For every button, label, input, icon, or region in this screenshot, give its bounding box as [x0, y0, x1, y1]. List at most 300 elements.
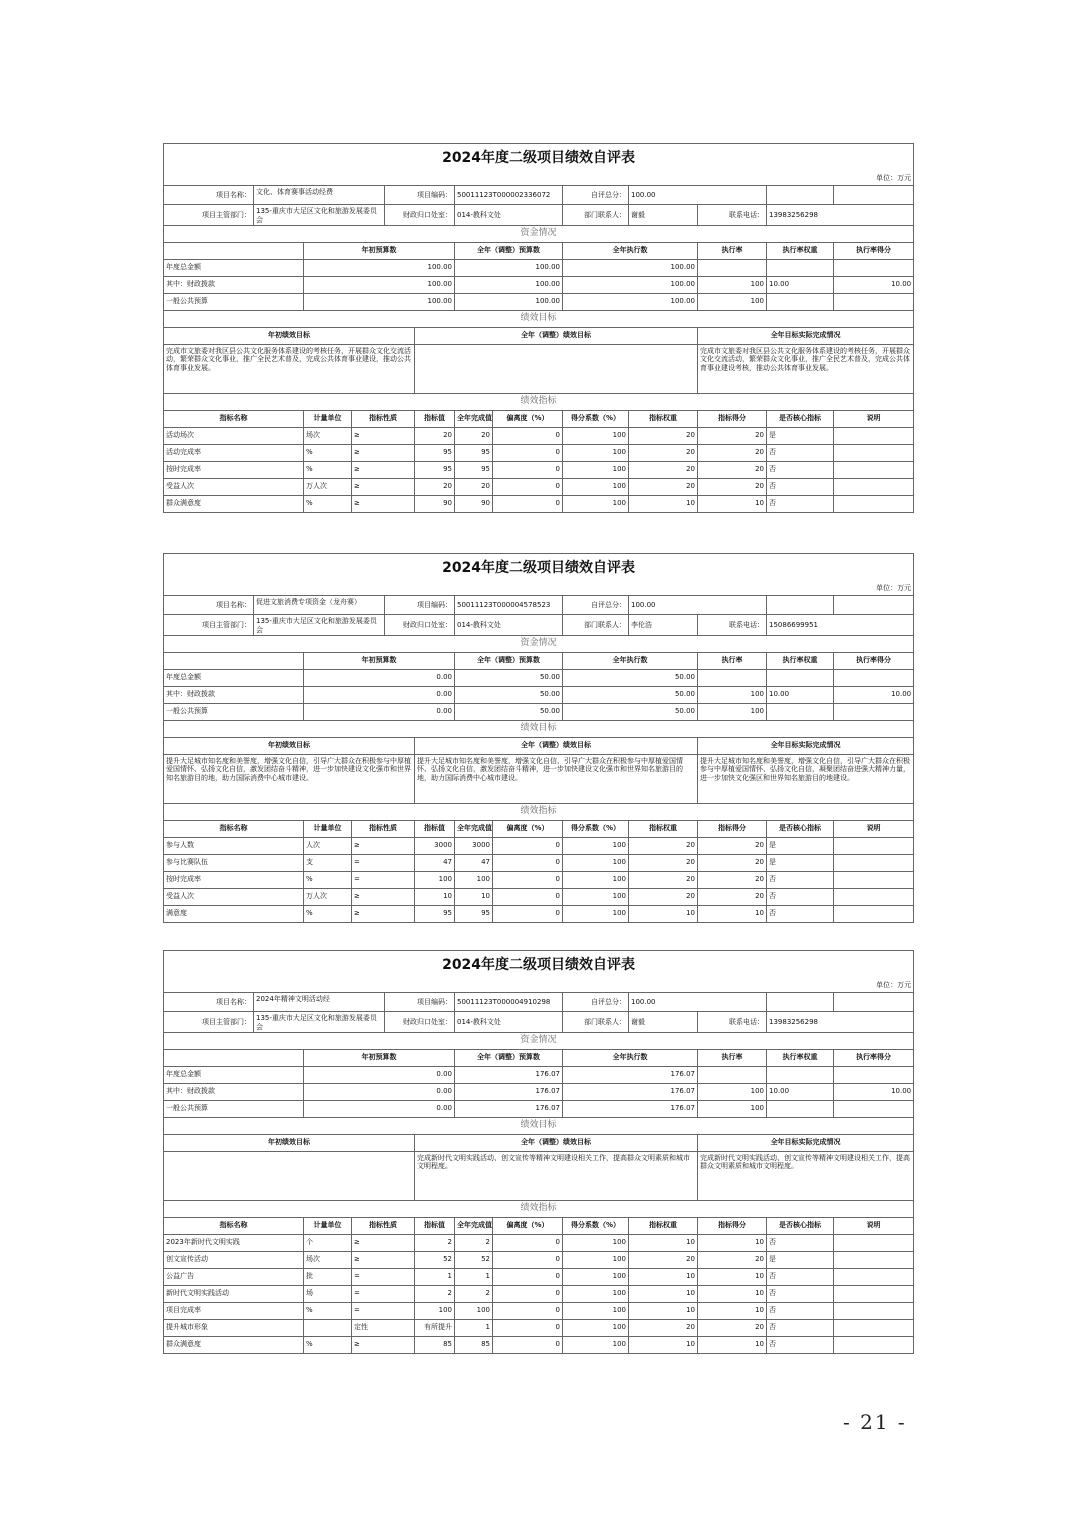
indicator-name: 群众满意度 — [164, 495, 304, 512]
finance-office-label: 财政归口处室： — [385, 1012, 455, 1033]
fund-header: 年初预算数 — [304, 1049, 455, 1066]
indicator-cell: 0 — [493, 478, 563, 495]
fund-row — [164, 686, 914, 703]
indicator-cell: 20 — [629, 871, 698, 888]
contact-value: 谢毅 — [629, 1012, 698, 1033]
indicator-cell: 0 — [493, 1302, 563, 1319]
fund-cell — [834, 259, 914, 276]
indicator-header: 是否核心指标 — [767, 1217, 834, 1234]
indicator-cell: ≥ — [352, 478, 415, 495]
indicator-cell: ≥ — [352, 837, 415, 854]
total-score-label: 自评总分： — [563, 186, 629, 205]
indicator-cell: 10 — [698, 1302, 767, 1319]
indicator-cell: 否 — [767, 888, 834, 905]
indicator-header: 指标性质 — [352, 820, 415, 837]
fund-cell: 100 — [698, 276, 767, 293]
indicator-cell: ≥ — [352, 1234, 415, 1251]
fund-cell — [767, 293, 834, 310]
indicator-header: 指标得分 — [698, 410, 767, 427]
indicator-name: 公益广告 — [164, 1268, 304, 1285]
section-indicators: 绩效指标 — [164, 803, 914, 820]
indicator-cell: 52 — [415, 1251, 455, 1268]
section-goals: 绩效目标 — [164, 1117, 914, 1134]
project-code-value: 50011123T000004910298 — [455, 993, 563, 1012]
indicator-cell: ≥ — [352, 427, 415, 444]
indicator-row — [164, 871, 914, 888]
project-code-label: 项目编码： — [385, 993, 455, 1012]
indicator-cell: 0 — [493, 1285, 563, 1302]
fund-cell: 100.00 — [304, 276, 455, 293]
indicator-cell: 20 — [629, 478, 698, 495]
fund-cell: 100.00 — [455, 276, 563, 293]
fund-cell: 10.00 — [834, 686, 914, 703]
indicator-cell: 0 — [493, 495, 563, 512]
indicator-cell — [304, 1319, 352, 1336]
indicator-cell: 100 — [563, 1319, 629, 1336]
indicator-header: 指标得分 — [698, 820, 767, 837]
indicator-header: 得分系数（%） — [563, 410, 629, 427]
indicator-cell: 10 — [629, 495, 698, 512]
indicator-cell: 2 — [415, 1285, 455, 1302]
indicator-cell: 否 — [767, 461, 834, 478]
indicator-cell: 否 — [767, 1268, 834, 1285]
indicator-name: 按时完成率 — [164, 871, 304, 888]
fund-cell — [767, 1066, 834, 1083]
indicator-row — [164, 888, 914, 905]
total-score-value: 100.00 — [629, 596, 767, 615]
indicator-name: 提升城市形象 — [164, 1319, 304, 1336]
finance-office-value: 014-教科文处 — [455, 1012, 563, 1033]
indicator-cell: 100 — [563, 1336, 629, 1353]
indicator-header: 指标名称 — [164, 410, 304, 427]
indicator-header: 是否核心指标 — [767, 820, 834, 837]
indicator-cell — [834, 495, 914, 512]
indicator-cell: 100 — [563, 854, 629, 871]
indicator-header: 指标性质 — [352, 410, 415, 427]
indicator-cell: 批 — [304, 1268, 352, 1285]
indicator-cell — [834, 854, 914, 871]
fund-row — [164, 276, 914, 293]
form-2 — [163, 553, 913, 923]
goal-header: 年初绩效目标 — [164, 737, 415, 754]
fund-cell: 10.00 — [834, 276, 914, 293]
section-indicators: 绩效指标 — [164, 393, 914, 410]
indicator-name: 参与人数 — [164, 837, 304, 854]
project-code-label: 项目编码： — [385, 186, 455, 205]
fund-cell: 0.00 — [304, 703, 455, 720]
fund-cell — [834, 1066, 914, 1083]
goal-adjusted: 提升大足城市知名度和美誉度，增强文化自信，引导广大群众在积极参与中厚植爱国情怀、弘扬文化自信，激发团结奋斗精神，进一步加快建设文化强市和世界知名旅游目的地，助力国际消费中心城市建设。 — [415, 754, 698, 803]
project-code-label: 项目编码： — [385, 596, 455, 615]
indicator-cell: 2 — [415, 1234, 455, 1251]
indicator-cell: 是 — [767, 427, 834, 444]
indicator-row — [164, 1302, 914, 1319]
indicator-cell — [834, 1302, 914, 1319]
fund-cell: 50.00 — [455, 669, 563, 686]
indicator-cell: 0 — [493, 837, 563, 854]
indicator-row — [164, 1251, 914, 1268]
indicator-header: 指标值 — [415, 410, 455, 427]
indicator-cell: 1 — [455, 1319, 493, 1336]
goal-initial: 完成市文旅委对我区县公共文化服务体系建设的考核任务，开展群众文化交流活动，繁荣群众文化事业，推广全民艺术普及，完成公共体育事业建设，推动公共体育事业发展。 — [164, 344, 415, 393]
indicator-cell: 否 — [767, 495, 834, 512]
contact-label: 部门联系人： — [563, 1012, 629, 1033]
indicator-cell: 95 — [415, 461, 455, 478]
indicator-cell: 10 — [698, 1268, 767, 1285]
indicator-cell: 有所提升 — [415, 1319, 455, 1336]
fund-cell — [767, 669, 834, 686]
section-funds: 资金情况 — [164, 1032, 914, 1049]
indicator-cell: 0 — [493, 427, 563, 444]
indicator-header: 全年完成值 — [455, 1217, 493, 1234]
indicator-cell: 100 — [455, 871, 493, 888]
indicator-cell: 95 — [455, 461, 493, 478]
total-score-value: 100.00 — [629, 186, 767, 205]
indicator-cell: 个 — [304, 1234, 352, 1251]
performance-table — [163, 950, 914, 1354]
fund-cell: 100.00 — [563, 276, 698, 293]
finance-office-label: 财政归口处室： — [385, 615, 455, 636]
fund-header: 全年（调整）预算数 — [455, 652, 563, 669]
page-number: - 21 - — [843, 1410, 907, 1434]
indicator-cell: 0 — [493, 1268, 563, 1285]
total-score-label: 自评总分： — [563, 993, 629, 1012]
indicator-cell: 是 — [767, 837, 834, 854]
indicator-cell: ≥ — [352, 1251, 415, 1268]
contact-value: 谢毅 — [629, 205, 698, 226]
fund-cell: 100.00 — [563, 259, 698, 276]
total-score-label: 自评总分： — [563, 596, 629, 615]
indicator-cell: = — [352, 1268, 415, 1285]
indicator-cell — [834, 1251, 914, 1268]
indicator-cell: 0 — [493, 871, 563, 888]
indicator-cell: 20 — [629, 888, 698, 905]
fund-row — [164, 703, 914, 720]
fund-cell: 100.00 — [455, 259, 563, 276]
fund-cell: 100 — [698, 686, 767, 703]
indicator-header: 得分系数（%） — [563, 1217, 629, 1234]
finance-office-label: 财政归口处室： — [385, 205, 455, 226]
fund-cell: 50.00 — [455, 703, 563, 720]
fund-header: 执行率权重 — [767, 242, 834, 259]
indicator-cell: 20 — [698, 478, 767, 495]
indicator-cell: 否 — [767, 444, 834, 461]
indicator-cell: 100 — [563, 1302, 629, 1319]
indicator-header: 计量单位 — [304, 410, 352, 427]
indicator-cell: 1 — [455, 1268, 493, 1285]
fund-header: 执行率权重 — [767, 652, 834, 669]
indicator-cell: 20 — [629, 461, 698, 478]
indicator-header: 计量单位 — [304, 820, 352, 837]
project-name-label: 项目名称： — [164, 596, 254, 615]
goal-header: 全年（调整）绩效目标 — [415, 327, 698, 344]
indicator-cell: 100 — [563, 495, 629, 512]
indicator-header: 计量单位 — [304, 1217, 352, 1234]
indicator-name: 参与比赛队伍 — [164, 854, 304, 871]
performance-table — [163, 553, 914, 923]
dept-label: 项目主管部门： — [164, 205, 254, 226]
fund-cell: 50.00 — [563, 669, 698, 686]
finance-office-value: 014-教科文处 — [455, 615, 563, 636]
indicator-cell: 20 — [698, 837, 767, 854]
indicator-row — [164, 1285, 914, 1302]
fund-cell: 176.07 — [455, 1100, 563, 1117]
fund-cell: 10.00 — [767, 686, 834, 703]
indicator-header: 指标名称 — [164, 1217, 304, 1234]
indicator-cell: 0 — [493, 854, 563, 871]
indicator-cell: 0 — [493, 905, 563, 922]
indicator-cell: 2 — [455, 1234, 493, 1251]
dept-value: 135-重庆市大足区文化和旅游发展委员会 — [254, 615, 385, 636]
goal-initial: 提升大足城市知名度和美誉度，增强文化自信，引导广大群众在积极参与中厚植爱国情怀、弘扬文化自信，激发团结奋斗精神，进一步加快建设文化强市和世界知名旅游目的地，助力国际消费中心城市建设。 — [164, 754, 415, 803]
performance-table — [163, 143, 914, 513]
dept-value: 135-重庆市大足区文化和旅游发展委员会 — [254, 205, 385, 226]
fund-cell — [834, 1100, 914, 1117]
indicator-header-row — [164, 1217, 914, 1234]
fund-cell — [767, 703, 834, 720]
fund-cell: 0.00 — [304, 1083, 455, 1100]
indicator-cell: ≥ — [352, 1336, 415, 1353]
indicator-cell: 0 — [493, 1336, 563, 1353]
indicator-cell: 场次 — [304, 427, 352, 444]
indicator-cell: 0 — [493, 1319, 563, 1336]
project-code-value: 50011123T000002336072 — [455, 186, 563, 205]
fund-header: 执行率 — [698, 1049, 767, 1066]
fund-header: 全年（调整）预算数 — [455, 1049, 563, 1066]
indicator-cell: 2 — [455, 1285, 493, 1302]
fund-cell: 50.00 — [563, 686, 698, 703]
indicator-cell: 0 — [493, 444, 563, 461]
fund-cell: 10.00 — [767, 1083, 834, 1100]
indicator-cell: 3000 — [455, 837, 493, 854]
indicator-row — [164, 495, 914, 512]
fund-row — [164, 259, 914, 276]
indicator-cell: 20 — [629, 1319, 698, 1336]
indicator-cell: 100 — [563, 427, 629, 444]
indicator-cell: 10 — [629, 1285, 698, 1302]
contact-label: 部门联系人： — [563, 615, 629, 636]
indicator-cell: 95 — [455, 905, 493, 922]
fund-row-label: 一般公共预算 — [164, 703, 304, 720]
unit-label: 单位：万元 — [164, 172, 914, 186]
goal-actual: 完成市文旅委对我区县公共文化服务体系建设的考核任务，开展群众文化交流活动，繁荣群众文化事业，推广全民艺术普及，完成公共体育事业建设考核，推动公共体育事业发展。 — [698, 344, 914, 393]
phone-label: 联系电话： — [698, 205, 767, 226]
fund-cell: 176.07 — [455, 1066, 563, 1083]
fund-row-label: 一般公共预算 — [164, 293, 304, 310]
indicator-cell: 20 — [698, 1251, 767, 1268]
indicator-cell: 10 — [455, 888, 493, 905]
indicator-cell: 否 — [767, 1302, 834, 1319]
indicator-cell: = — [352, 1302, 415, 1319]
indicator-cell: = — [352, 854, 415, 871]
indicator-cell: 100 — [563, 461, 629, 478]
indicator-cell: 100 — [563, 837, 629, 854]
indicator-cell: 20 — [698, 1319, 767, 1336]
contact-label: 部门联系人： — [563, 205, 629, 226]
indicator-row — [164, 1336, 914, 1353]
indicator-cell: 100 — [563, 1268, 629, 1285]
indicator-header: 说明 — [834, 1217, 914, 1234]
indicator-cell: 95 — [415, 905, 455, 922]
form-3 — [163, 950, 913, 1354]
fund-row — [164, 1083, 914, 1100]
indicator-cell: 20 — [415, 427, 455, 444]
indicator-header-row — [164, 410, 914, 427]
dept-label: 项目主管部门： — [164, 615, 254, 636]
unit-label: 单位：万元 — [164, 979, 914, 993]
indicator-cell: 47 — [455, 854, 493, 871]
indicator-cell: 100 — [415, 1302, 455, 1319]
indicator-cell: 100 — [455, 1302, 493, 1319]
fund-cell — [834, 703, 914, 720]
indicator-cell: 85 — [455, 1336, 493, 1353]
indicator-cell: 否 — [767, 1234, 834, 1251]
indicator-cell: 95 — [415, 444, 455, 461]
fund-header: 全年执行数 — [563, 242, 698, 259]
form-title: 2024年度二级项目绩效自评表 — [164, 554, 914, 583]
indicator-cell: 10 — [629, 1302, 698, 1319]
goal-actual: 完成新时代文明实践活动、创文宣传等精神文明建设相关工作，提高群众文明素质和城市文明程度。 — [698, 1151, 914, 1200]
indicator-cell: % — [304, 461, 352, 478]
fund-header: 执行率 — [698, 242, 767, 259]
fund-cell: 10.00 — [834, 1083, 914, 1100]
indicator-cell: 0 — [493, 461, 563, 478]
fund-cell — [698, 259, 767, 276]
fund-header: 全年（调整）预算数 — [455, 242, 563, 259]
indicator-name: 受益人次 — [164, 888, 304, 905]
goal-header: 年初绩效目标 — [164, 327, 415, 344]
indicator-cell: = — [352, 1285, 415, 1302]
indicator-cell — [834, 888, 914, 905]
indicator-cell — [834, 905, 914, 922]
indicator-cell: 3000 — [415, 837, 455, 854]
indicator-row — [164, 905, 914, 922]
project-name-label: 项目名称： — [164, 186, 254, 205]
indicator-cell: ≥ — [352, 905, 415, 922]
indicator-cell: ≥ — [352, 888, 415, 905]
indicator-header: 偏离度（%） — [493, 410, 563, 427]
indicator-cell: 10 — [698, 1336, 767, 1353]
indicator-cell: 0 — [493, 1234, 563, 1251]
indicator-cell: 100 — [563, 444, 629, 461]
goal-adjusted — [415, 344, 698, 393]
indicator-header: 指标名称 — [164, 820, 304, 837]
indicator-name: 受益人次 — [164, 478, 304, 495]
indicator-header: 指标权重 — [629, 820, 698, 837]
indicator-header: 说明 — [834, 820, 914, 837]
project-name-value: 促进文旅消费专项资金（龙舟赛） — [254, 596, 385, 615]
indicator-cell: 85 — [415, 1336, 455, 1353]
indicator-row — [164, 478, 914, 495]
fund-row-label: 年度总金额 — [164, 259, 304, 276]
indicator-cell: ≥ — [352, 444, 415, 461]
indicator-row — [164, 1319, 914, 1336]
indicator-cell: 0 — [493, 888, 563, 905]
indicator-name: 群众满意度 — [164, 1336, 304, 1353]
indicator-cell: 20 — [455, 478, 493, 495]
fund-header: 执行率得分 — [834, 242, 914, 259]
section-indicators: 绩效指标 — [164, 1200, 914, 1217]
indicator-cell: ≥ — [352, 461, 415, 478]
fund-cell — [698, 1066, 767, 1083]
indicator-name: 新时代文明实践活动 — [164, 1285, 304, 1302]
fund-cell: 100 — [698, 1083, 767, 1100]
indicator-cell: 100 — [563, 905, 629, 922]
goal-header: 全年目标实际完成情况 — [698, 1134, 914, 1151]
indicator-name: 活动完成率 — [164, 444, 304, 461]
indicator-row — [164, 444, 914, 461]
indicator-cell: 否 — [767, 1285, 834, 1302]
indicator-cell — [834, 1268, 914, 1285]
fund-cell: 0.00 — [304, 1100, 455, 1117]
fund-cell: 0.00 — [304, 1066, 455, 1083]
indicator-cell: 20 — [698, 888, 767, 905]
indicator-header: 说明 — [834, 410, 914, 427]
form-title: 2024年度二级项目绩效自评表 — [164, 144, 914, 173]
indicator-header: 全年完成值 — [455, 820, 493, 837]
indicator-cell: 20 — [629, 444, 698, 461]
indicator-cell: 支 — [304, 854, 352, 871]
project-name-value: 文化、体育赛事活动经费 — [254, 186, 385, 205]
indicator-cell: 10 — [698, 1285, 767, 1302]
indicator-cell: 100 — [415, 871, 455, 888]
indicator-cell: 100 — [563, 1234, 629, 1251]
indicator-cell: % — [304, 905, 352, 922]
indicator-cell: 1 — [415, 1268, 455, 1285]
form-1 — [163, 143, 913, 513]
unit-label: 单位：万元 — [164, 582, 914, 596]
fund-cell: 50.00 — [563, 703, 698, 720]
goal-actual: 提升大足城市知名度和美誉度，增强文化自信，引导广大群众在积极参与中厚植爱国情怀、弘扬文化自信，凝聚团结奋进强大精神力量，进一步加快文化强区和世界知名旅游目的地建设。 — [698, 754, 914, 803]
indicator-cell: 10 — [629, 1336, 698, 1353]
project-name-value: 2024年精神文明活动经 — [254, 993, 385, 1012]
fund-header: 全年执行数 — [563, 1049, 698, 1066]
indicator-header: 全年完成值 — [455, 410, 493, 427]
phone-value: 15086699951 — [767, 615, 914, 636]
fund-header: 执行率得分 — [834, 652, 914, 669]
indicator-header: 偏离度（%） — [493, 1217, 563, 1234]
indicator-header: 指标权重 — [629, 1217, 698, 1234]
indicator-header: 偏离度（%） — [493, 820, 563, 837]
fund-cell — [767, 259, 834, 276]
phone-label: 联系电话： — [698, 615, 767, 636]
indicator-cell: 20 — [415, 478, 455, 495]
indicator-name: 项目完成率 — [164, 1302, 304, 1319]
fund-cell — [698, 669, 767, 686]
fund-cell: 100 — [698, 703, 767, 720]
indicator-cell: 20 — [698, 871, 767, 888]
indicator-cell: 100 — [563, 478, 629, 495]
indicator-cell: 是 — [767, 854, 834, 871]
fund-cell: 176.07 — [455, 1083, 563, 1100]
indicator-cell — [834, 461, 914, 478]
fund-row — [164, 1100, 914, 1117]
fund-cell: 0.00 — [304, 686, 455, 703]
project-code-value: 50011123T000004578523 — [455, 596, 563, 615]
indicator-cell — [834, 444, 914, 461]
indicator-cell — [834, 1336, 914, 1353]
fund-header: 执行率 — [698, 652, 767, 669]
indicator-name: 活动场次 — [164, 427, 304, 444]
indicator-cell: 10 — [629, 1268, 698, 1285]
indicator-cell — [834, 427, 914, 444]
fund-row-label: 年度总金额 — [164, 669, 304, 686]
goal-header: 全年（调整）绩效目标 — [415, 737, 698, 754]
indicator-cell: 人次 — [304, 837, 352, 854]
fund-header: 执行率权重 — [767, 1049, 834, 1066]
indicator-row — [164, 1234, 914, 1251]
indicator-cell: % — [304, 1336, 352, 1353]
